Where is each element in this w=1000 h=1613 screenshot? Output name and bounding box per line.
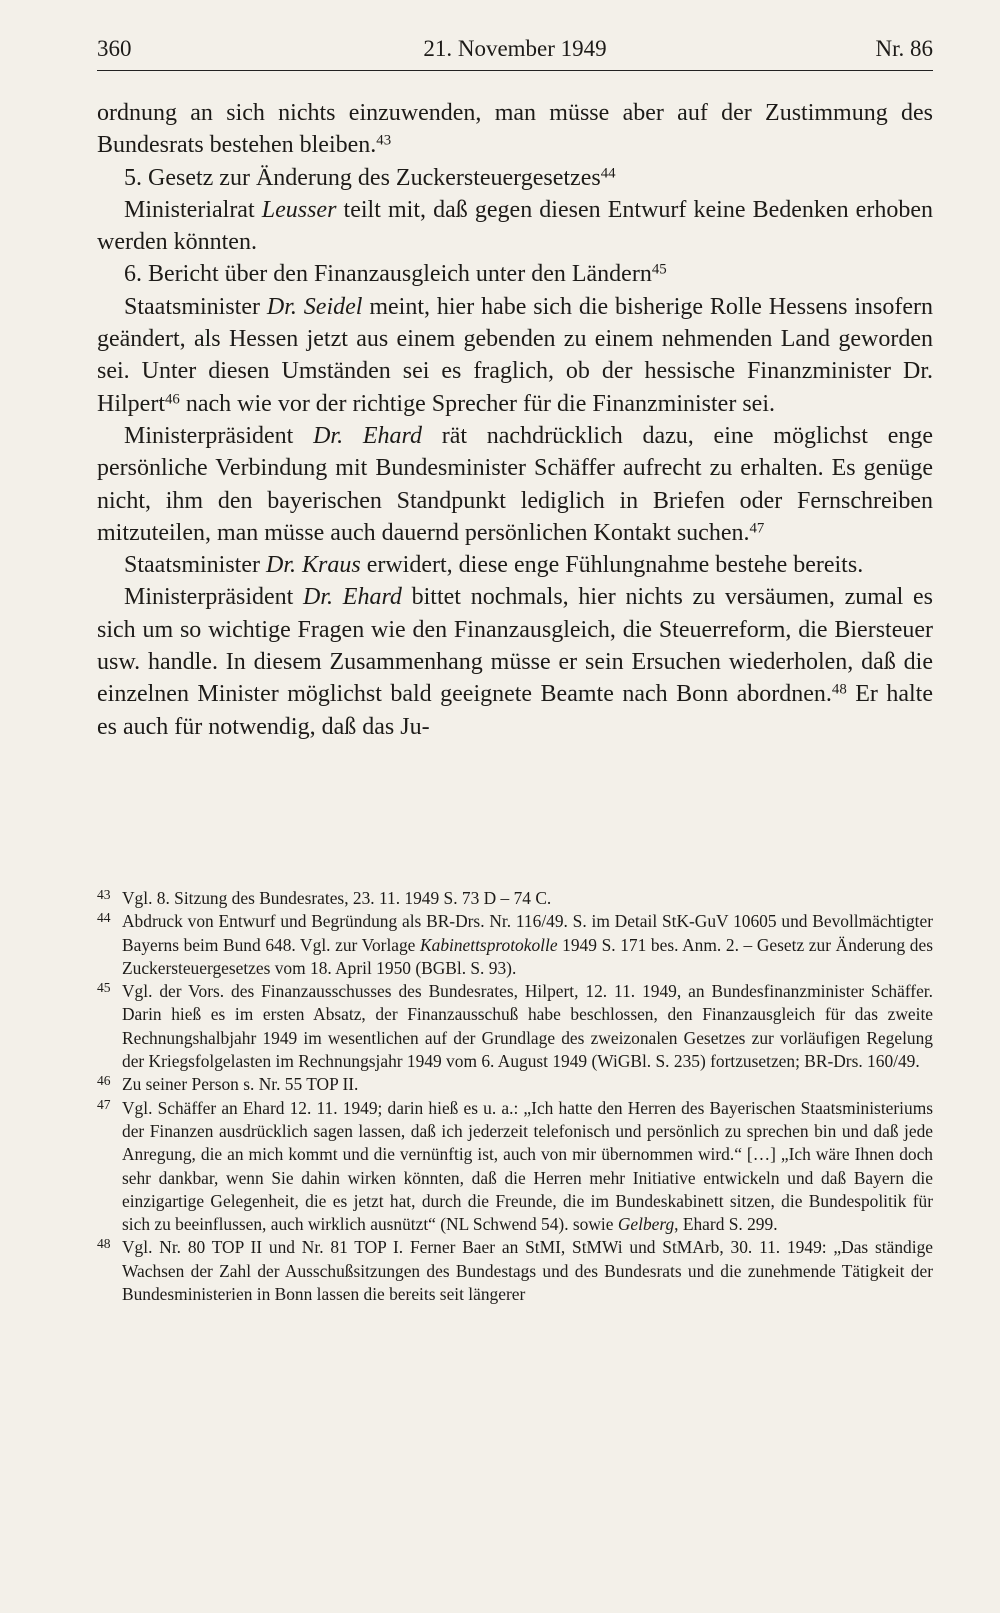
- footnote-ref-47: 47: [749, 520, 765, 537]
- footnote-number: 44: [97, 910, 111, 926]
- paragraph-continuation: [97, 97, 933, 162]
- paragraph-text: Er halte es auch für notwendig, daß das Ju-: [97, 681, 933, 740]
- footnote-text: Vgl. Nr. 80 TOP II und Nr. 81 TOP I. Ferner Baer an StMI, StMWi und StMArb, 30. 11. 1949: „Das ständige Wachsen der Zahl der Ausschußsitzungen des Bundestags und des Bundesrats und die zunehmende Tätigkeit der Bundesministerien in Bonn lassen die bereits seit längerer: [122, 1237, 933, 1305]
- paragraph-seidel: [97, 291, 933, 420]
- running-header: [97, 34, 933, 71]
- paragraph-leusser: [97, 194, 933, 259]
- footnote-ref-43: 43: [376, 132, 392, 149]
- footnote-48: [97, 1236, 933, 1306]
- footnote-number: 48: [97, 1236, 111, 1252]
- footnote-43: [97, 887, 933, 910]
- footnote-text: 1949 S. 171 bes. Anm. 2. – Gesetz zur Änderung des Zuckersteuergesetzes vom 18. April 1950 (BGBl. S. 93).: [122, 934, 933, 978]
- footnote-ref-45: 45: [651, 261, 667, 278]
- paragraph-text: Ministerpräsident: [124, 584, 304, 611]
- speaker-name: Dr. Seidel: [266, 293, 363, 320]
- speaker-name: Leusser: [261, 196, 337, 223]
- document-number: Nr. 86: [875, 36, 933, 61]
- footnote-text: Vgl. der Vors. des Finanzausschusses des Bundesrates, Hilpert, 12. 11. 1949, an Bundesfinanzminister Schäffer. Darin hieß es im ersten Absatz, der Finanzausschuß habe beschlossen, den Finanzausgleich für das zweite Rechnungshalbjahr 1949 im wesentlichen auf der Grundlage des zweizonalen Gesetzes zur vorläufigen Regelung der Kriegsfolgelasten im Rechnungsjahr 1949 vom 6. August 1949 (WiGBl. S. 235) fortzusetzen; BR-Drs. 160/49.: [122, 981, 933, 1072]
- footnote-45: [97, 980, 933, 1073]
- paragraph-text: meint, hier habe sich die bisherige Rolle Hessens insofern geändert, als Hessen jetzt aus einem gebenden zu einem nehmenden Land geworden sei. Unter diesen Umständen sei es fraglich, ob der hessische Finanzminister Dr. Hilpert: [97, 293, 934, 417]
- paragraph-text: Staatsminister: [124, 293, 267, 320]
- footnote-text: Vgl. Schäffer an Ehard 12. 11. 1949; darin hieß es u. a.: „Ich hatte den Herren des Bayerischen Staatsministeriums der Finanzen ausdrücklich sagen lassen, daß ich jederzeit telefonisch und persönlich zu sprechen bin und daß jede Anregung, die an mich kommt und die vernünftig ist, auch von mir übernommen wird.“ […] „Ich wäre Ihnen doch sehr dankbar, wenn Sie dahin wirken könnten, daß die Herren mehr Initiative entwickeln und daß Bayern die einzigartige Gelegenheit, die es jetzt hat, durch die Freunde, die im Bundeskabinett sitzen, die Bundespolitik für sich zu beeinflussen, auch wirklich ausnützt“ (NL Schwend 54). sowie: [122, 1097, 933, 1235]
- footnote-number: 43: [97, 887, 111, 902]
- footnote-46: [97, 1073, 933, 1096]
- paragraph-kraus: [97, 549, 933, 581]
- paragraph-text: teilt mit, daß gegen diesen Entwurf keine Bedenken erhoben werden könnten.: [97, 196, 933, 256]
- footnote-ref-46: 46: [164, 390, 180, 407]
- speaker-name: Dr. Ehard: [313, 422, 422, 449]
- agenda-item-5: [97, 162, 933, 194]
- footnote-text: Zu seiner Person s. Nr. 55 TOP II.: [122, 1074, 359, 1095]
- footnote-ref-48: 48: [831, 681, 847, 698]
- footnote-number: 46: [97, 1073, 111, 1089]
- footnote-text: Vgl. 8. Sitzung des Bundesrates, 23. 11. 1949 S. 73 D – 74 C.: [122, 888, 552, 908]
- paragraph-ehard-1: [97, 420, 933, 549]
- footnote-text: Abdruck von Entwurf und Begründung als BR-Drs. Nr. 116/49. S. im Detail StK-GuV 10605 und Bevollmächtigter Bayerns beim Bund 648. Vgl. zur Vorlage: [122, 911, 933, 955]
- footnote-number: 45: [97, 980, 111, 996]
- paragraph-text: bittet nochmals, hier nichts zu versäumen, zumal es sich um so wichtige Fragen wie den Finanzausgleich, die Steuerreform, die Biersteuer usw. handle. In diesem Zusammenhang müsse er sein Ersuchen wiederholen, daß die einzelnen Minister möglichst bald geeignete Beamte nach Bonn abordnen.: [97, 584, 933, 708]
- paragraph-text: Ministerpräsident: [124, 422, 314, 449]
- paragraph-text: Ministerialrat: [124, 196, 262, 223]
- main-text: [97, 97, 933, 743]
- agenda-heading: 5. Gesetz zur Änderung des Zuckersteuergesetzes: [124, 164, 601, 191]
- footnote-text: , Ehard S. 299.: [674, 1214, 778, 1235]
- paragraph-text: rät nachdrücklich dazu, eine möglichst enge persönliche Verbindung mit Bundesminister Schäffer aufrecht zu erhalten. Es genüge nicht, ihm den bayerischen Standpunkt lediglich in Briefen oder Fernschreiben mitzuteilen, man müsse auch dauernd persönlichen Kontakt suchen.: [97, 422, 933, 546]
- cited-author: Gelberg: [617, 1214, 675, 1235]
- header-date: 21. November 1949: [423, 36, 607, 61]
- paragraph-text: erwidert, diese enge Fühlungnahme bestehe bereits.: [360, 552, 864, 579]
- paragraph-text: nach wie vor der richtige Sprecher für die Finanzminister sei.: [179, 390, 775, 417]
- speaker-name: Dr. Kraus: [265, 552, 361, 579]
- footnote-44: [97, 910, 933, 980]
- footnote-ref-44: 44: [600, 164, 616, 181]
- agenda-heading: 6. Bericht über den Finanzausgleich unter den Ländern: [124, 261, 652, 288]
- paragraph-text: ordnung an sich nichts einzuwenden, man müsse aber auf der Zustimmung des Bundesrats bestehen bleiben.: [97, 100, 933, 159]
- paragraph-text: Staatsminister: [124, 552, 266, 579]
- page-number: 360: [97, 36, 132, 61]
- footnote-number: 47: [97, 1096, 111, 1112]
- speaker-name: Dr. Ehard: [303, 584, 402, 611]
- footnote-47: [97, 1097, 933, 1237]
- agenda-item-6: [97, 258, 933, 290]
- cited-title: Kabinettsprotokolle: [420, 934, 558, 955]
- paragraph-ehard-2: [97, 581, 933, 742]
- footnotes: [97, 887, 933, 1306]
